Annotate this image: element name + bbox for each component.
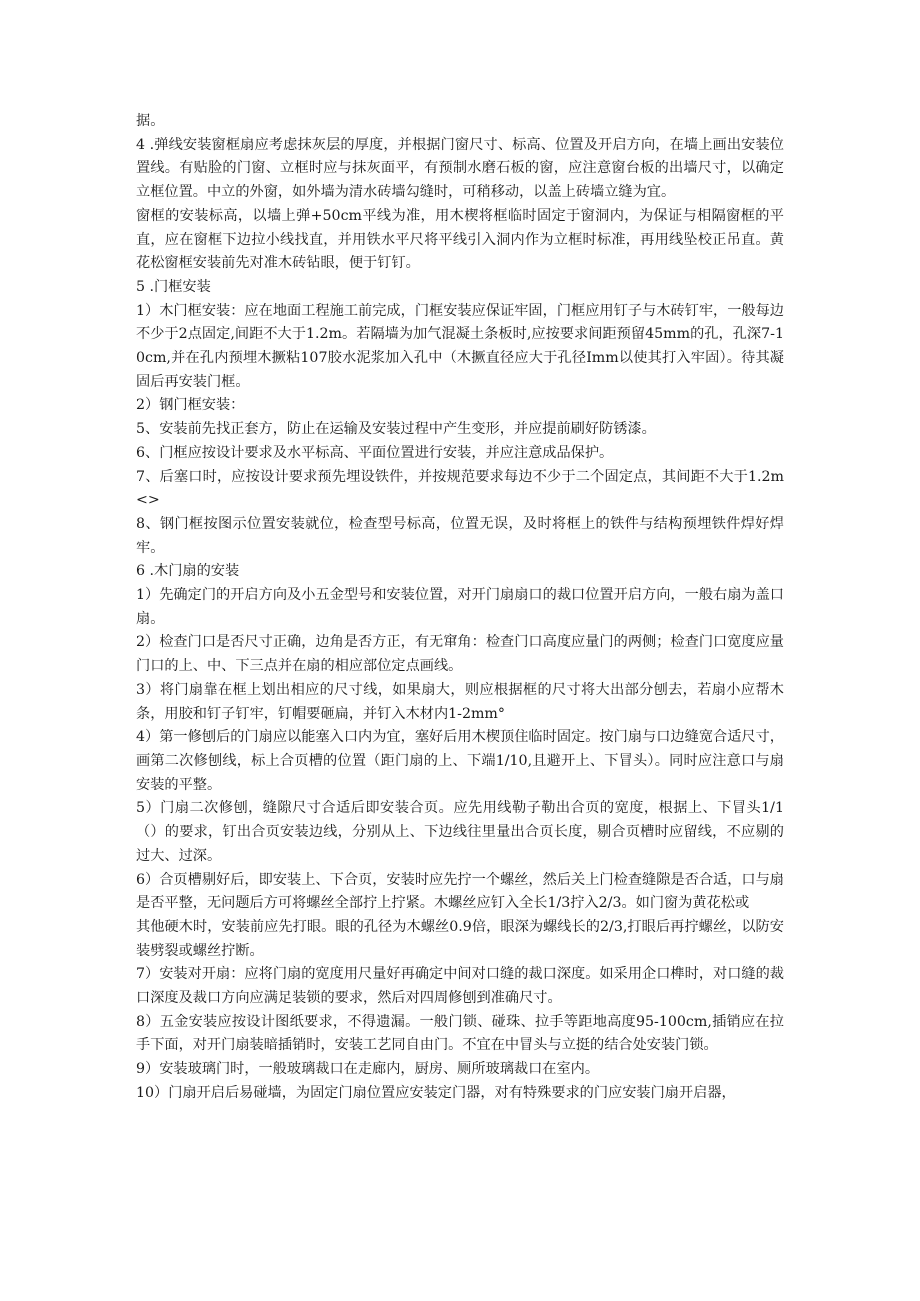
section-heading: 5 .门框安装 [136, 278, 211, 295]
paragraph: 窗框的安装标高，以墙上弹+50cm平线为准，用木楔将框临时固定于窗洞内，为保证与相隔窗框的平直，应在窗框下边拉小线找直，并用铁水平尺将平线引入洞内作为立框时标准，再用线坠校正吊直。黄花松窗框安装前先对准木砖钻眼，便于钉钉。 [136, 207, 784, 272]
paragraph: 2）钢门框安装： [136, 397, 245, 414]
paragraph: 8、钢门框按图示位置安装就位，检查型号标高，位置无误，及时将框上的铁件与结构预埋铁件焊好焊牢。 [136, 515, 784, 556]
paragraph: 4）第一修刨后的门扇应以能塞入口内为宜，塞好后用木楔顶住临时固定。按门扇与口边缝宽合适尺寸，画第二次修刨线，标上合页槽的位置（距门扇的上、下端1/10,且避开上、下冒头）。同时应注意口与扇安装的平整。 [136, 729, 784, 793]
paragraph: 4 .弹线安装窗框扇应考虑抹灰层的厚度，并根据门窗尺寸、标高、位置及开启方向，在墙上画出安装位置线。有贴脸的门窗、立框时应与抹灰面平，有预制水磨石板的窗，应注意窗台板的出墙尺寸，以确定立框位置。中立的外窗，如外墙为清水砖墙勾缝时，可稍移动，以盖上砖墙立缝为宜。 [136, 136, 784, 201]
paragraph: 9）安装玻璃门时，一般玻璃裁口在走廊内，厨房、厕所玻璃裁口在室内。 [136, 1061, 600, 1078]
paragraph: 10）门扇开启后易碰墙，为固定门扇位置应安装定门器，对有特殊要求的门应安装门扇开启器， [136, 1084, 736, 1101]
paragraph: 5、安装前先找正套方，防止在运输及安装过程中产生变形，并应提前刷好防锈漆。 [136, 421, 656, 438]
section-heading: 6 .木门扇的安装 [136, 563, 240, 580]
paragraph: 7）安装对开扇：应将门扇的宽度用尺量好再确定中间对口缝的裁口深度。如采用企口榫时，对口缝的裁口深度及裁口方向应满足装锁的要求，然后对四周修刨到准确尺寸。 [136, 966, 784, 1007]
paragraph: 1）先确定门的开启方向及小五金型号和安装位置，对开门扇扇口的裁口位置开启方向，一般右扇为盖口扇。 [136, 587, 784, 627]
paragraph: 1）木门框安装：应在地面工程施工前完成，门框安装应保证牢固，门框应用钉子与木砖钉牢，一般每边不少于2点固定,间距不大于1.2m。若隔墙为加气混凝土条板时,应按要求间距预留45mm的孔，孔深7-10cm,并在孔内预埋木撅粘107胶水泥浆加入孔中（木撅直径应大于孔径Imm以使其打入牢固）。待其凝固后再安装门框。 [136, 302, 784, 390]
paragraph: 7、后塞口时，应按设计要求预先埋设铁件，并按规范要求每边不少于二个固定点，其间距不大于1.2m<> [136, 468, 784, 509]
paragraph: 3）将门扇靠在框上划出相应的尺寸线，如果扇大，则应根据框的尺寸将大出部分刨去，若扇小应帮木条，用胶和钉子钉牢，钉帽要砸扁，并钉入木材内1-2mm° [136, 681, 784, 722]
paragraph: 8）五金安装应按设计图纸要求，不得遗漏。一般门锁、碰珠、拉手等距地高度95-100cm,插销应在拉手下面，对开门扇装暗插销时，安装工艺同自由门。不宜在中冒头与立挺的结合处安装门锁。 [136, 1013, 784, 1054]
paragraph: 5）门扇二次修刨，缝隙尺寸合适后即安装合页。应先用线勒子勒出合页的宽度，根据上、下冒头1/1（）的要求，钉出合页安装边线，分别从上、下边线往里量出合页长度，剔合页槽时应留线，不应剔的过大、过深。 [136, 800, 784, 864]
paragraph: 6、门框应按设计要求及水平标高、平面位置进行安装，并应注意成品保护。 [136, 444, 614, 461]
document-body [136, 110, 784, 1106]
paragraph: 6）合页槽剔好后，即安装上、下合页，安装时应先拧一个螺丝，然后关上门检查缝隙是否合适，口与扇是否平整，无问题后方可将螺丝全部拧上拧紧。木螺丝应钉入全长1/3拧入2/3。如门窗为黄花松或 [136, 871, 784, 912]
paragraph: 其他硬木时，安装前应先打眼。眼的孔径为木螺丝0.9倍，眼深为螺线长的2/3,打眼后再拧螺丝，以防安装劈裂或螺丝拧断。 [136, 918, 784, 959]
paragraph: 2）检查门口是否尺寸正确，边角是否方正，有无窜角：检查门口高度应量门的两侧；检查门口宽度应量门口的上、中、下三点并在扇的相应部位定点画线。 [136, 634, 784, 675]
paragraph: 据。 [136, 113, 165, 129]
